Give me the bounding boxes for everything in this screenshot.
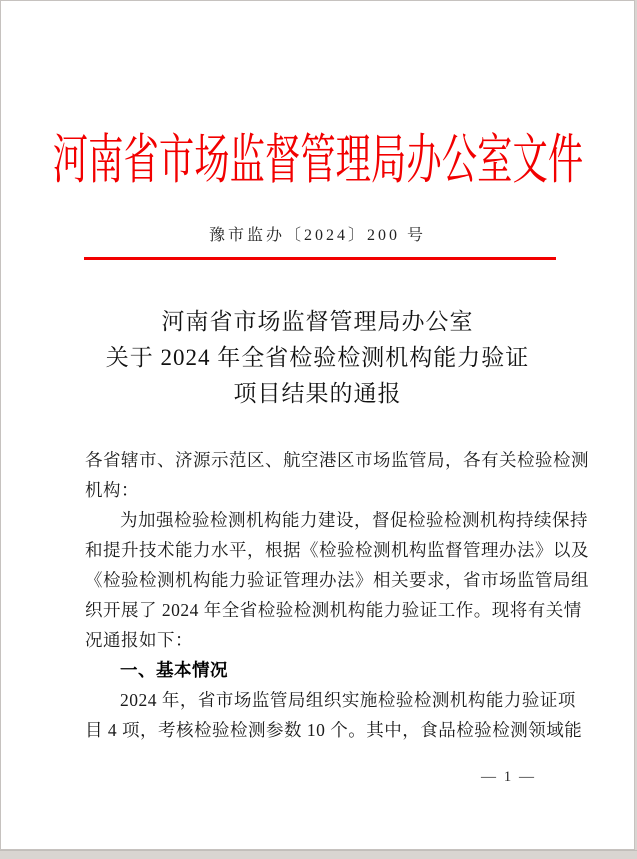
masthead	[1, 129, 634, 191]
body-line: 和提升技术能力水平，根据《检验检测机构监督管理办法》以及	[85, 540, 589, 560]
red-separator-line	[84, 257, 556, 260]
page-bottom-margin	[0, 850, 637, 859]
document-body	[85, 445, 589, 745]
body-line: 2024 年，省市场监管局组织实施检验检测机构能力验证项	[120, 690, 576, 710]
body-line: 况通报如下：	[85, 630, 193, 650]
title-line-1: 河南省市场监督管理局办公室	[161, 309, 474, 334]
body-line-salutation: 各省辖市、济源示范区、航空港区市场监管局，各有关检验检测	[85, 450, 589, 470]
title-line-3: 项目结果的通报	[233, 381, 402, 406]
body-line: 为加强检验检测机构能力建设，督促检验检测机构持续保持	[120, 510, 588, 530]
body-line: 《检验检测机构能力验证管理办法》相关要求，省市场监管局组	[85, 570, 589, 590]
body-line: 织开展了 2024 年全省检验检测机构能力验证工作。现将有关情	[85, 600, 582, 620]
page-number: — 1 —	[481, 769, 536, 785]
body-line: 目 4 项，考核检验检测参数 10 个。其中，食品检验检测领域能	[85, 720, 583, 740]
body-line-salutation-cont: 机构：	[85, 480, 139, 500]
document-number: 豫市监办〔2024〕200 号	[208, 227, 426, 244]
agency-masthead-title: 河南省市场监督管理局办公室文件	[52, 130, 583, 190]
document-title	[1, 304, 634, 412]
section-heading-basic-situation: 一、基本情况	[120, 660, 228, 680]
title-line-2: 关于 2024 年全省检验检测机构能力验证	[105, 345, 530, 370]
